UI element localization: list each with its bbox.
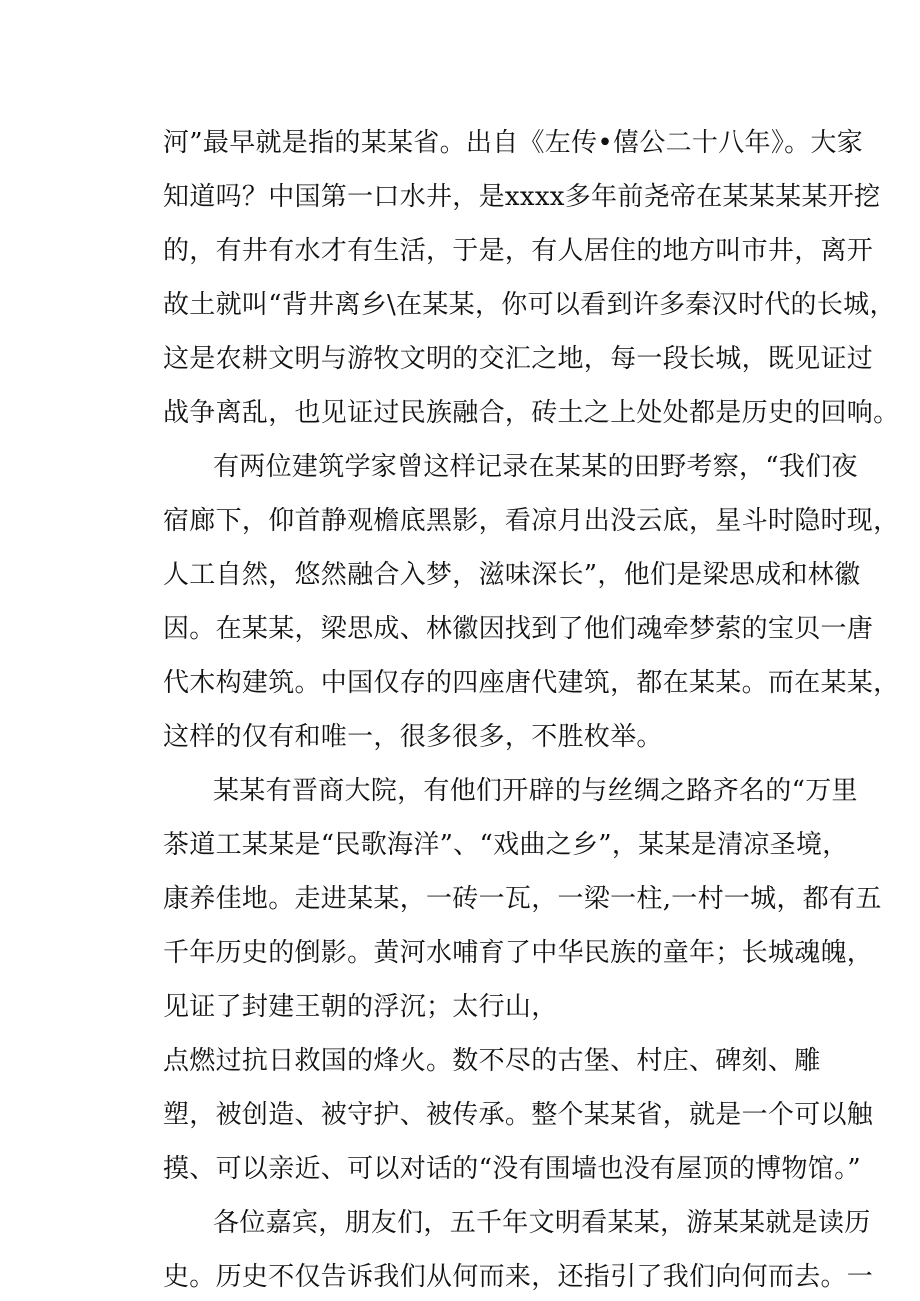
paragraph-line: 某某有晋商大院，有他们开辟的与丝绸之路齐名的“万里 bbox=[213, 776, 858, 806]
paragraph-line: 宿廊下，仰首静观檐底黑影，看凉月出没云底，星斗时隐时现， bbox=[163, 506, 900, 536]
paragraph-line: 的，有井有水才有生活，于是，有人居住的地方叫市井，离开 bbox=[163, 236, 874, 266]
paragraph-line: 史。历史不仅告诉我们从何而来，还指引了我们向何而去。一 bbox=[163, 1262, 874, 1292]
paragraph-line: 茶道工某某是“民歌海洋”、“戏曲之乡”，某某是清凉圣境， bbox=[163, 830, 849, 860]
paragraph-line: 有两位建筑学家曾这样记录在某某的田野考察，“我们夜 bbox=[213, 452, 858, 482]
paragraph-line: 代木构建筑。中国仅存的四座唐代建筑，都在某某。而在某某， bbox=[163, 668, 900, 698]
paragraph-line: 故土就叫“背井离乡\在某某，你可以看到许多秦汉时代的长城， bbox=[163, 290, 896, 320]
paragraph-line: 这样的仅有和唯一，很多很多，不胜枚举。 bbox=[163, 722, 663, 752]
paragraph-line: 点燃过抗日救国的烽火。数不尽的古堡、村庄、碑刻、雕 bbox=[163, 1046, 821, 1076]
paragraph-line: 康养佳地。走进某某，一砖一瓦，一梁一柱,一村一城，都有五 bbox=[163, 884, 882, 914]
paragraph-line: 塑，被创造、被守护、被传承。整个某某省，就是一个可以触 bbox=[163, 1100, 874, 1130]
paragraph-line: 战争离乱，也见证过民族融合，砖土之上处处都是历史的回响。 bbox=[163, 398, 900, 428]
paragraph-line: 千年历史的倒影。黄河水哺育了中华民族的童年；长城魂魄， bbox=[163, 938, 874, 968]
paragraph-line: 因。在某某，梁思成、林徽因找到了他们魂牵梦萦的宝贝一唐 bbox=[163, 614, 874, 644]
paragraph-line: 这是农耕文明与游牧文明的交汇之地，每一段长城，既见证过 bbox=[163, 344, 874, 374]
paragraph-line: 摸、可以亲近、可以对话的“没有围墙也没有屋顶的博物馆。” bbox=[163, 1154, 861, 1184]
paragraph-line: 知道吗？中国第一口水井，是xxxx多年前尧帝在某某某某开挖 bbox=[163, 182, 881, 212]
paragraph-line: 各位嘉宾，朋友们，五千年文明看某某，游某某就是读历 bbox=[213, 1208, 871, 1238]
paragraph-line: 河”最早就是指的某某省。出自《左传•僖公二十八年》。大家 bbox=[163, 128, 864, 158]
paragraph-line: 人工自然，悠然融合入梦，滋味深长”，他们是梁思成和林徽 bbox=[163, 560, 861, 590]
paragraph-line: 见证了封建王朝的浮沉；太行山， bbox=[163, 992, 558, 1022]
